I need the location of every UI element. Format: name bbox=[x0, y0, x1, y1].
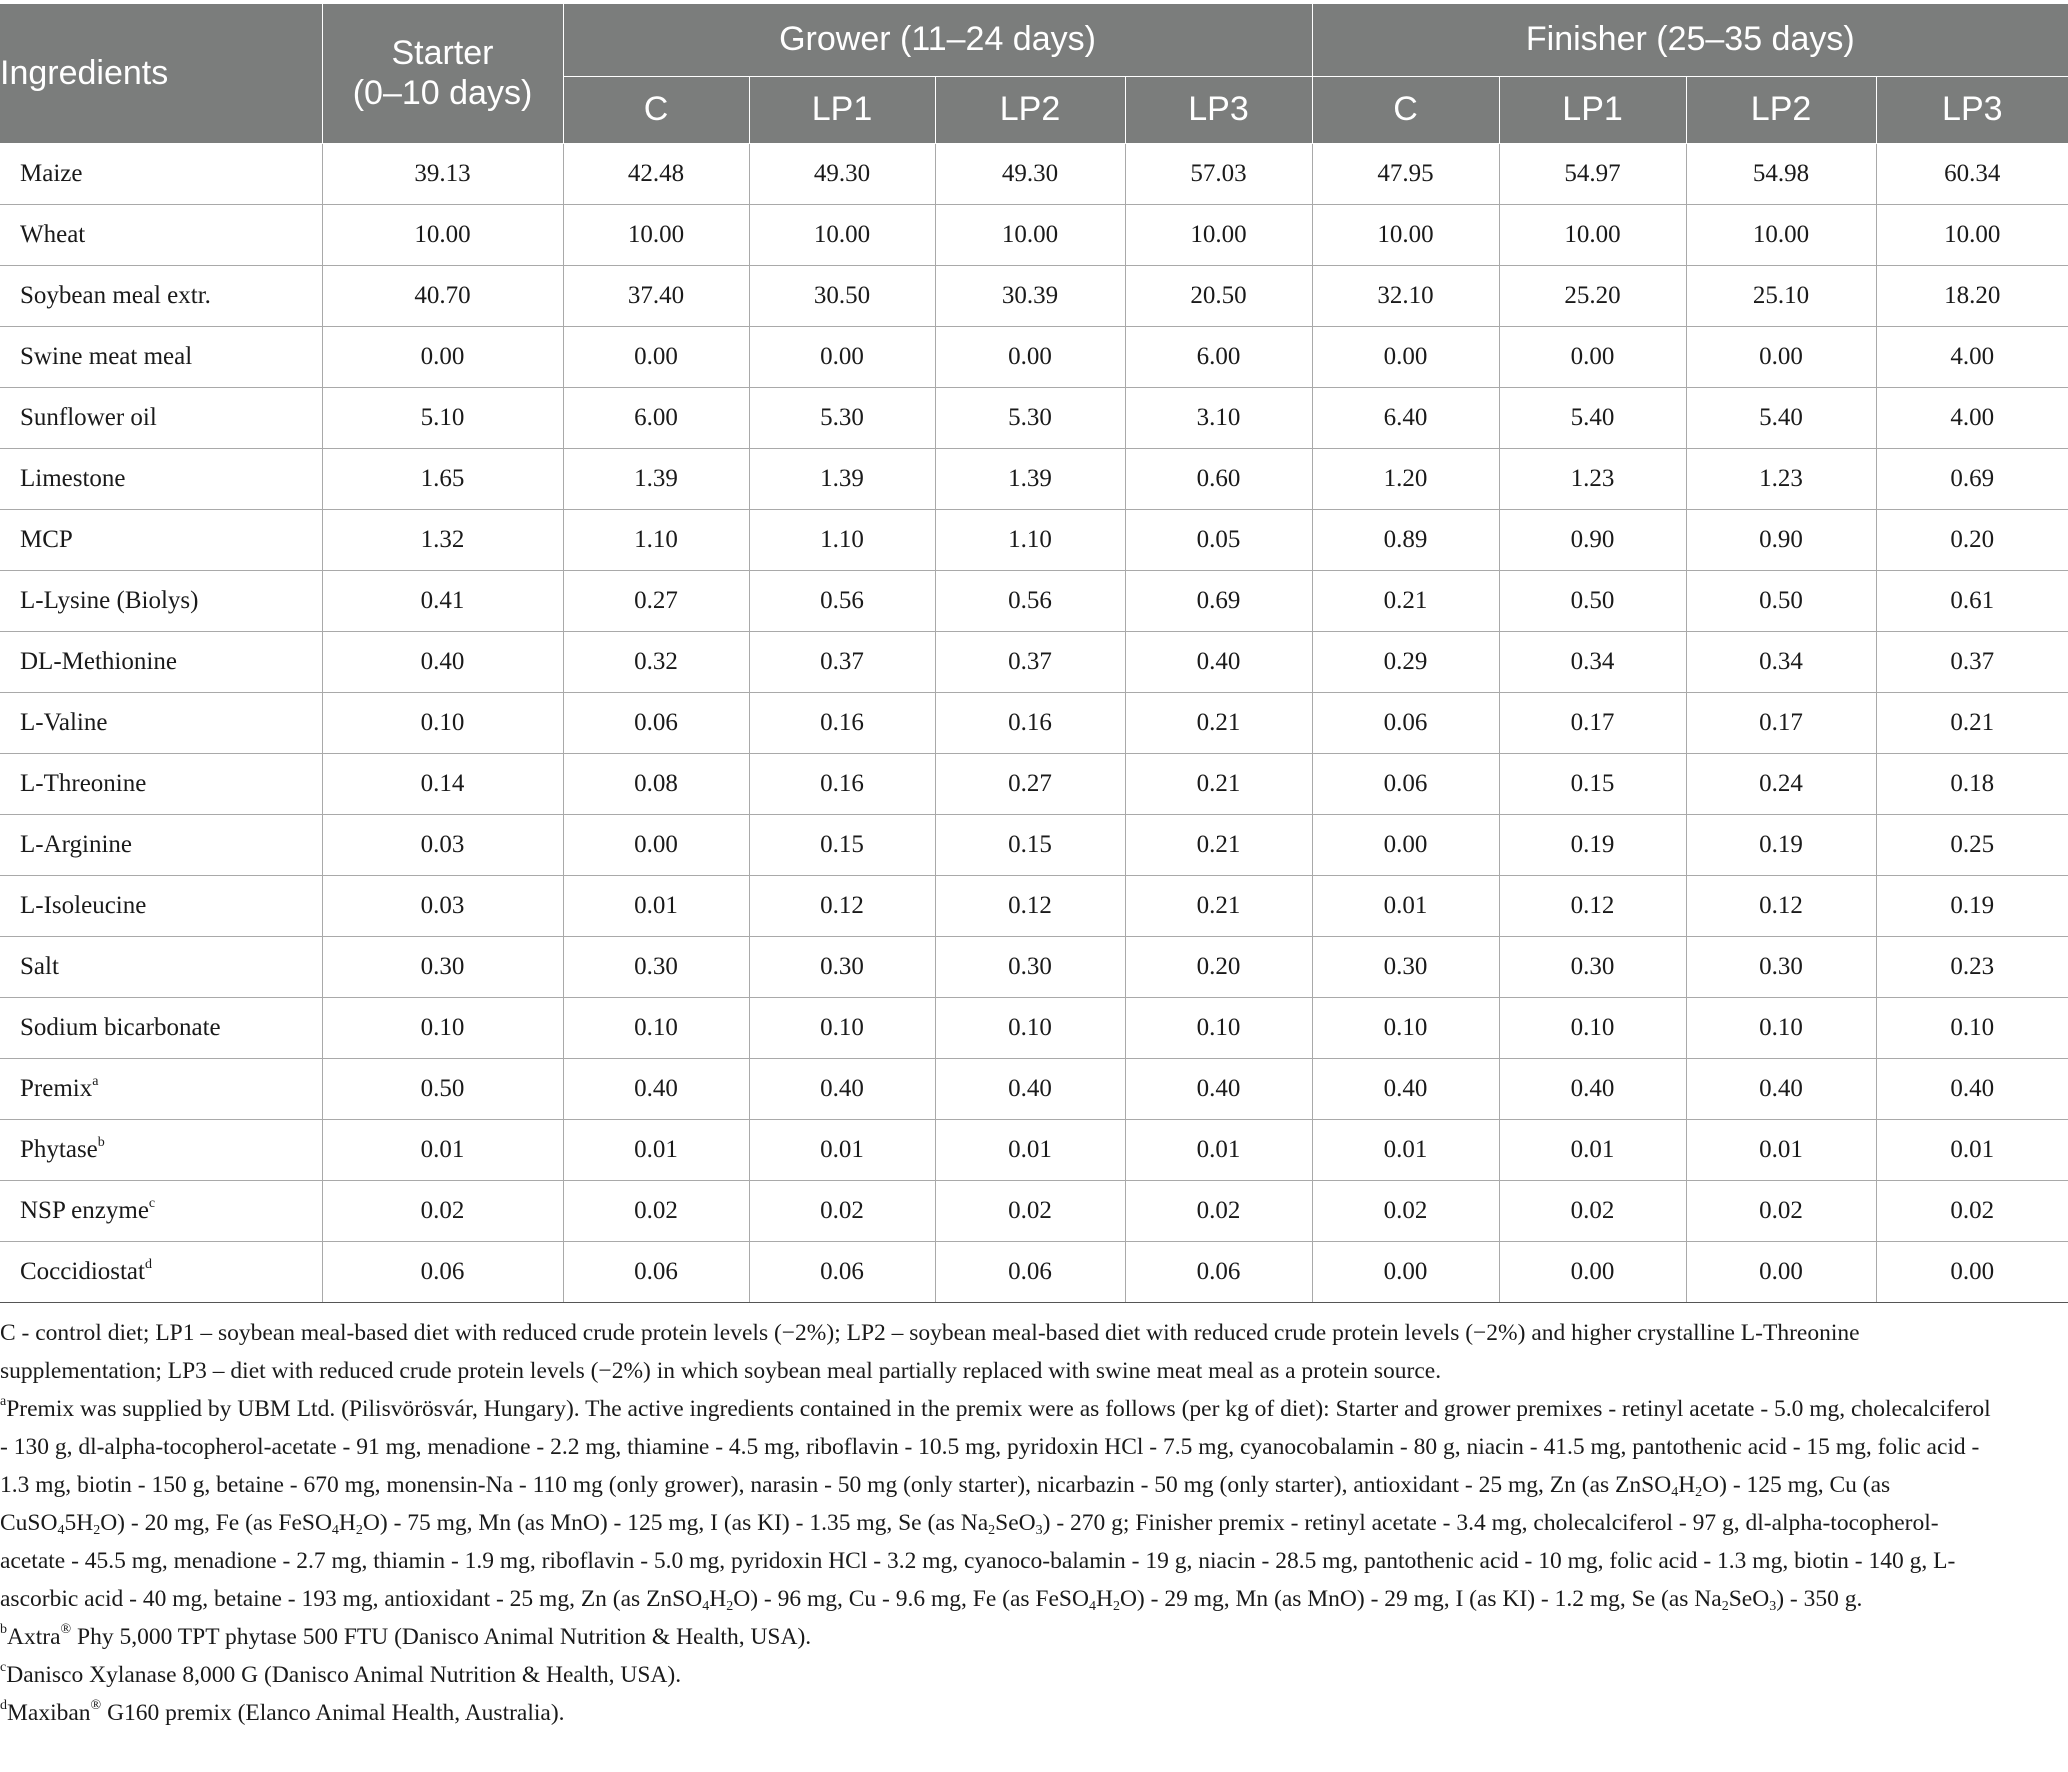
table-row bbox=[0, 388, 2068, 449]
value-cell: 39.13 bbox=[322, 144, 563, 205]
value-cell: 0.02 bbox=[322, 1181, 563, 1242]
value-cell: 0.40 bbox=[749, 1059, 935, 1120]
value-cell: 0.06 bbox=[1125, 1242, 1312, 1303]
value-cell: 49.30 bbox=[749, 144, 935, 205]
value-cell: 0.40 bbox=[1499, 1059, 1686, 1120]
value-cell: 0.61 bbox=[1876, 571, 2068, 632]
value-cell: 4.00 bbox=[1876, 327, 2068, 388]
value-cell: 3.10 bbox=[1125, 388, 1312, 449]
table-row bbox=[0, 266, 2068, 327]
value-cell: 0.10 bbox=[1312, 998, 1499, 1059]
value-cell: 0.12 bbox=[749, 876, 935, 937]
value-cell: 0.40 bbox=[322, 632, 563, 693]
table-row bbox=[0, 1242, 2068, 1303]
value-cell: 0.10 bbox=[322, 998, 563, 1059]
ingredient-name: Maize bbox=[20, 160, 83, 187]
value-cell: 10.00 bbox=[1499, 205, 1686, 266]
value-cell: 60.34 bbox=[1876, 144, 2068, 205]
footnote-phytase-text: Axtra® Phy 5,000 TPT phytase 500 FTU (Danisco Animal Nutrition & Health, USA). bbox=[7, 1622, 812, 1650]
value-cell: 0.34 bbox=[1686, 632, 1876, 693]
value-cell: 0.00 bbox=[1312, 815, 1499, 876]
table-row bbox=[0, 754, 2068, 815]
value-cell: 0.00 bbox=[1312, 327, 1499, 388]
footnote-mark: a bbox=[0, 1394, 7, 1409]
value-cell: 0.16 bbox=[749, 693, 935, 754]
value-cell: 0.15 bbox=[935, 815, 1125, 876]
value-cell: 0.60 bbox=[1125, 449, 1312, 510]
value-cell: 1.32 bbox=[322, 510, 563, 571]
value-cell: 0.06 bbox=[322, 1242, 563, 1303]
value-cell: 0.00 bbox=[322, 327, 563, 388]
table-row bbox=[0, 144, 2068, 205]
value-cell: 0.50 bbox=[1499, 571, 1686, 632]
ingredient-name: L-Threonine bbox=[20, 770, 147, 797]
value-cell: 10.00 bbox=[563, 205, 749, 266]
ingredient-name: Salt bbox=[20, 953, 59, 980]
value-cell: 0.02 bbox=[1876, 1181, 2068, 1242]
value-cell: 5.40 bbox=[1686, 388, 1876, 449]
value-cell: 0.10 bbox=[563, 998, 749, 1059]
header-ingredients: Ingredients bbox=[0, 4, 322, 144]
value-cell: 0.01 bbox=[935, 1120, 1125, 1181]
value-cell: 1.10 bbox=[935, 510, 1125, 571]
value-cell: 0.01 bbox=[322, 1120, 563, 1181]
value-cell: 0.30 bbox=[1312, 937, 1499, 998]
value-cell: 0.40 bbox=[1312, 1059, 1499, 1120]
value-cell: 0.21 bbox=[1312, 571, 1499, 632]
table-row bbox=[0, 1181, 2068, 1242]
value-cell: 54.97 bbox=[1499, 144, 1686, 205]
value-cell: 0.29 bbox=[1312, 632, 1499, 693]
value-cell: 0.06 bbox=[1312, 754, 1499, 815]
value-cell: 0.02 bbox=[563, 1181, 749, 1242]
value-cell: 0.16 bbox=[935, 693, 1125, 754]
ingredient-name-cell bbox=[0, 144, 322, 205]
value-cell: 5.40 bbox=[1499, 388, 1686, 449]
table-body bbox=[0, 144, 2068, 1303]
value-cell: 5.30 bbox=[749, 388, 935, 449]
value-cell: 0.40 bbox=[1686, 1059, 1876, 1120]
value-cell: 0.50 bbox=[1686, 571, 1876, 632]
ingredient-name: Coccidiostat bbox=[20, 1258, 145, 1285]
value-cell: 0.06 bbox=[935, 1242, 1125, 1303]
value-cell: 0.00 bbox=[749, 327, 935, 388]
value-cell: 0.10 bbox=[1125, 998, 1312, 1059]
ingredient-name: Wheat bbox=[20, 221, 86, 248]
ingredient-name: Sunflower oil bbox=[20, 404, 157, 431]
value-cell: 0.08 bbox=[563, 754, 749, 815]
value-cell: 0.12 bbox=[1499, 876, 1686, 937]
table-row bbox=[0, 632, 2068, 693]
ingredient-name-cell bbox=[0, 449, 322, 510]
ingredient-name: Sodium bicarbonate bbox=[20, 1014, 221, 1041]
ingredient-name: NSP enzyme bbox=[20, 1197, 149, 1224]
value-cell: 0.23 bbox=[1876, 937, 2068, 998]
value-cell: 0.56 bbox=[935, 571, 1125, 632]
value-cell: 0.00 bbox=[1499, 1242, 1686, 1303]
value-cell: 0.02 bbox=[1312, 1181, 1499, 1242]
value-cell: 1.39 bbox=[935, 449, 1125, 510]
footnote-mark: c bbox=[0, 1660, 7, 1675]
value-cell: 0.01 bbox=[1125, 1120, 1312, 1181]
header-starter-line1: Starter bbox=[391, 34, 494, 73]
value-cell: 0.40 bbox=[1125, 1059, 1312, 1120]
value-cell: 1.65 bbox=[322, 449, 563, 510]
value-cell: 0.25 bbox=[1876, 815, 2068, 876]
value-cell: 25.10 bbox=[1686, 266, 1876, 327]
value-cell: 0.02 bbox=[1499, 1181, 1686, 1242]
value-cell: 0.06 bbox=[563, 693, 749, 754]
subheader-cell: LP2 bbox=[1686, 77, 1876, 144]
value-cell: 6.40 bbox=[1312, 388, 1499, 449]
value-cell: 0.10 bbox=[1876, 998, 2068, 1059]
ingredient-name-cell bbox=[0, 937, 322, 998]
value-cell: 0.50 bbox=[322, 1059, 563, 1120]
value-cell: 4.00 bbox=[1876, 388, 2068, 449]
value-cell: 10.00 bbox=[1312, 205, 1499, 266]
value-cell: 30.50 bbox=[749, 266, 935, 327]
value-cell: 57.03 bbox=[1125, 144, 1312, 205]
value-cell: 40.70 bbox=[322, 266, 563, 327]
value-cell: 0.30 bbox=[563, 937, 749, 998]
ingredient-name: Phytase bbox=[20, 1136, 98, 1163]
value-cell: 0.40 bbox=[563, 1059, 749, 1120]
value-cell: 0.00 bbox=[563, 815, 749, 876]
diet-composition-table bbox=[0, 4, 2068, 1303]
footnote-marker: b bbox=[97, 1135, 105, 1150]
ingredient-name-cell bbox=[0, 205, 322, 266]
value-cell: 0.14 bbox=[322, 754, 563, 815]
value-cell: 25.20 bbox=[1499, 266, 1686, 327]
footnote-premix bbox=[0, 1390, 2000, 1618]
table-row bbox=[0, 1059, 2068, 1120]
table-row bbox=[0, 937, 2068, 998]
value-cell: 1.10 bbox=[749, 510, 935, 571]
value-cell: 0.30 bbox=[935, 937, 1125, 998]
value-cell: 0.90 bbox=[1499, 510, 1686, 571]
value-cell: 0.27 bbox=[563, 571, 749, 632]
value-cell: 30.39 bbox=[935, 266, 1125, 327]
value-cell: 0.21 bbox=[1125, 876, 1312, 937]
value-cell: 10.00 bbox=[322, 205, 563, 266]
value-cell: 0.17 bbox=[1499, 693, 1686, 754]
value-cell: 0.00 bbox=[563, 327, 749, 388]
table-row bbox=[0, 571, 2068, 632]
value-cell: 0.30 bbox=[1686, 937, 1876, 998]
value-cell: 0.12 bbox=[1686, 876, 1876, 937]
value-cell: 47.95 bbox=[1312, 144, 1499, 205]
value-cell: 0.02 bbox=[749, 1181, 935, 1242]
subheader-cell: C bbox=[1312, 77, 1499, 144]
value-cell: 6.00 bbox=[563, 388, 749, 449]
value-cell: 0.01 bbox=[749, 1120, 935, 1181]
subheader-cell: C bbox=[563, 77, 749, 144]
value-cell: 0.69 bbox=[1876, 449, 2068, 510]
value-cell: 0.01 bbox=[1499, 1120, 1686, 1181]
value-cell: 0.02 bbox=[1686, 1181, 1876, 1242]
value-cell: 0.21 bbox=[1876, 693, 2068, 754]
value-cell: 10.00 bbox=[935, 205, 1125, 266]
footnote-nsp bbox=[0, 1656, 2000, 1694]
value-cell: 0.19 bbox=[1876, 876, 2068, 937]
ingredient-name: L-Lysine (Biolys) bbox=[20, 587, 199, 614]
table-footnotes bbox=[0, 1314, 2000, 1732]
ingredient-name: L-Valine bbox=[20, 709, 108, 736]
subheader-cell: LP1 bbox=[749, 77, 935, 144]
value-cell: 10.00 bbox=[1125, 205, 1312, 266]
table-row bbox=[0, 998, 2068, 1059]
value-cell: 6.00 bbox=[1125, 327, 1312, 388]
value-cell: 0.03 bbox=[322, 876, 563, 937]
value-cell: 0.21 bbox=[1125, 815, 1312, 876]
ingredient-name-cell bbox=[0, 998, 322, 1059]
value-cell: 20.50 bbox=[1125, 266, 1312, 327]
value-cell: 5.30 bbox=[935, 388, 1125, 449]
value-cell: 1.10 bbox=[563, 510, 749, 571]
footnote-premix-text: Premix was supplied by UBM Ltd. (Pilisvörösvár, Hungary). The active ingredients contained in the premix were as follows (per kg of diet): Starter and grower premixes - retinyl acetate - 5.0 mg, cholecalciferol - 130 g, dl-alpha-tocopherol-acetate - 91 mg, menadione - 2.2 mg, thiamine - 4.5 mg, riboflavin - 10.5 mg, pyridoxin HCl - 7.5 mg, cyanocobalamin - 80 g, niacin - 41.5 mg, pantothenic acid - 15 mg, folic acid - 1.3 mg, biotin - 150 g, betaine - 670 mg, monensin-Na - 110 mg (only grower), narasin - 50 mg (only starter), nicarbazin - 50 mg (only starter), antioxidant - 25 mg, Zn (as $ZnSO_4H_2O) - 125$ mg, Cu (as $CuSO_45H_2O) - 20$ mg, Fe (as $FeSO_4H_2O) - 75$ mg, Mn (as MnO) - 125 mg, I (as KI) - 1.35 mg, Se (as $Na_2SeO_3) - 270$ g; Finisher premix - retinyl acetate - 3.4 mg, cholecalciferol - 97 g, dl-alpha-tocopherol-acetate - 45.5 mg, menadione - 2.7 mg, thiamin - 1.9 mg, riboflavin - 5.0 mg, pyridoxin HCl - 3.2 mg, cyanoco-balamin - 19 g, niacin - 28.5 mg, pantothenic acid - 10 mg, folic acid - 1.3 mg, biotin - 140 g, L-ascorbic acid - 40 mg, betaine - 193 mg, antioxidant - 25 mg, Zn (as $ZnSO_4H_2O) - 96$ mg, Cu - 9.6 mg, Fe (as $FeSO_4H_2O) - 29$ mg, Mn (as MnO) - 29 mg, I (as KI) - 1.2 mg, Se (as $Na_2SeO_3) - 350$ g. bbox=[0, 1396, 1991, 1614]
value-cell: 49.30 bbox=[935, 144, 1125, 205]
value-cell: 0.30 bbox=[322, 937, 563, 998]
ingredient-name: L-Isoleucine bbox=[20, 892, 147, 919]
value-cell: 0.00 bbox=[1312, 1242, 1499, 1303]
value-cell: 0.03 bbox=[322, 815, 563, 876]
value-cell: 0.02 bbox=[1125, 1181, 1312, 1242]
value-cell: 10.00 bbox=[749, 205, 935, 266]
value-cell: 0.32 bbox=[563, 632, 749, 693]
table-row bbox=[0, 449, 2068, 510]
value-cell: 0.01 bbox=[1876, 1120, 2068, 1181]
value-cell: 1.23 bbox=[1686, 449, 1876, 510]
table-row bbox=[0, 876, 2068, 937]
ingredient-name-cell bbox=[0, 510, 322, 571]
footnote-marker: c bbox=[148, 1196, 156, 1211]
footnote-mark: b bbox=[0, 1622, 7, 1637]
subheader-cell: LP3 bbox=[1876, 77, 2068, 144]
ingredient-name: Premix bbox=[20, 1075, 93, 1102]
value-cell: 0.15 bbox=[1499, 754, 1686, 815]
footnote-mark: d bbox=[0, 1698, 7, 1713]
value-cell: 0.00 bbox=[1686, 1242, 1876, 1303]
subheader-cell: LP1 bbox=[1499, 77, 1686, 144]
table-row bbox=[0, 693, 2068, 754]
value-cell: 0.90 bbox=[1686, 510, 1876, 571]
ingredient-name: L-Arginine bbox=[20, 831, 133, 858]
value-cell: 0.10 bbox=[1686, 998, 1876, 1059]
value-cell: 1.39 bbox=[749, 449, 935, 510]
value-cell: 0.06 bbox=[749, 1242, 935, 1303]
value-cell: 0.00 bbox=[935, 327, 1125, 388]
header-grower: Grower (11–24 days) bbox=[563, 4, 1312, 77]
value-cell: 0.06 bbox=[563, 1242, 749, 1303]
value-cell: 0.69 bbox=[1125, 571, 1312, 632]
ingredient-name-cell bbox=[0, 876, 322, 937]
ingredient-name-cell bbox=[0, 693, 322, 754]
ingredient-name-cell bbox=[0, 571, 322, 632]
ingredient-name: MCP bbox=[20, 526, 73, 553]
footnote-marker: d bbox=[144, 1257, 152, 1272]
value-cell: 18.20 bbox=[1876, 266, 2068, 327]
footnote-legend: C - control diet; LP1 – soybean meal-based diet with reduced crude protein levels (−2%); LP2 – soybean meal-based diet with reduced crude protein levels (−2%) and higher crystalline L-Threonine supplementation; LP3 – diet with reduced crude protein levels (−2%) in which soybean meal partially replaced with swine meat meal as a protein source. bbox=[0, 1320, 1860, 1384]
ingredient-name-cell bbox=[0, 754, 322, 815]
footnote-coccidiostat bbox=[0, 1694, 2000, 1732]
table-row bbox=[0, 327, 2068, 388]
value-cell: 10.00 bbox=[1876, 205, 2068, 266]
ingredient-name-cell bbox=[0, 266, 322, 327]
value-cell: 0.89 bbox=[1312, 510, 1499, 571]
value-cell: 0.56 bbox=[749, 571, 935, 632]
value-cell: 0.40 bbox=[1125, 632, 1312, 693]
value-cell: 0.02 bbox=[935, 1181, 1125, 1242]
ingredient-name-cell bbox=[0, 815, 322, 876]
ingredient-name-cell bbox=[0, 632, 322, 693]
value-cell: 0.17 bbox=[1686, 693, 1876, 754]
value-cell: 0.37 bbox=[749, 632, 935, 693]
value-cell: 0.01 bbox=[563, 876, 749, 937]
value-cell: 0.37 bbox=[935, 632, 1125, 693]
value-cell: 0.01 bbox=[1312, 1120, 1499, 1181]
value-cell: 0.24 bbox=[1686, 754, 1876, 815]
value-cell: 0.00 bbox=[1499, 327, 1686, 388]
value-cell: 0.06 bbox=[1312, 693, 1499, 754]
value-cell: 10.00 bbox=[1686, 205, 1876, 266]
ingredient-name-cell bbox=[0, 327, 322, 388]
table-row bbox=[0, 205, 2068, 266]
value-cell: 0.16 bbox=[749, 754, 935, 815]
value-cell: 0.40 bbox=[1876, 1059, 2068, 1120]
value-cell: 32.10 bbox=[1312, 266, 1499, 327]
header-finisher: Finisher (25–35 days) bbox=[1312, 4, 2068, 77]
value-cell: 0.01 bbox=[563, 1120, 749, 1181]
header-starter-line2: (0–10 days) bbox=[352, 73, 533, 112]
value-cell: 0.30 bbox=[1499, 937, 1686, 998]
value-cell: 0.20 bbox=[1876, 510, 2068, 571]
value-cell: 0.21 bbox=[1125, 754, 1312, 815]
ingredient-name: Limestone bbox=[20, 465, 126, 492]
value-cell: 0.19 bbox=[1686, 815, 1876, 876]
value-cell: 0.00 bbox=[1876, 1242, 2068, 1303]
value-cell: 54.98 bbox=[1686, 144, 1876, 205]
ingredient-name: Swine meat meal bbox=[20, 343, 193, 370]
header-starter bbox=[322, 4, 563, 144]
value-cell: 1.39 bbox=[563, 449, 749, 510]
value-cell: 0.10 bbox=[935, 998, 1125, 1059]
value-cell: 0.15 bbox=[749, 815, 935, 876]
value-cell: 0.10 bbox=[749, 998, 935, 1059]
value-cell: 0.34 bbox=[1499, 632, 1686, 693]
value-cell: 0.10 bbox=[322, 693, 563, 754]
subheader-cell: LP2 bbox=[935, 77, 1125, 144]
value-cell: 1.23 bbox=[1499, 449, 1686, 510]
footnote-marker: a bbox=[92, 1074, 99, 1089]
ingredient-name: DL-Methionine bbox=[20, 648, 177, 675]
value-cell: 0.10 bbox=[1499, 998, 1686, 1059]
ingredient-name-cell bbox=[0, 1242, 322, 1303]
footnote-coccidiostat-text: Maxiban® G160 premix (Elanco Animal Health, Australia). bbox=[7, 1698, 565, 1726]
ingredient-name-cell bbox=[0, 388, 322, 449]
value-cell: 5.10 bbox=[322, 388, 563, 449]
footnote-nsp-text: Danisco Xylanase 8,000 G (Danisco Animal Nutrition & Health, USA). bbox=[6, 1662, 682, 1688]
value-cell: 0.20 bbox=[1125, 937, 1312, 998]
table-row bbox=[0, 815, 2068, 876]
value-cell: 0.05 bbox=[1125, 510, 1312, 571]
ingredient-name: Soybean meal extr. bbox=[20, 282, 211, 309]
table-row bbox=[0, 1120, 2068, 1181]
value-cell: 0.30 bbox=[749, 937, 935, 998]
footnote-phytase bbox=[0, 1618, 2000, 1656]
value-cell: 0.27 bbox=[935, 754, 1125, 815]
value-cell: 0.19 bbox=[1499, 815, 1686, 876]
value-cell: 37.40 bbox=[563, 266, 749, 327]
value-cell: 0.18 bbox=[1876, 754, 2068, 815]
value-cell: 1.20 bbox=[1312, 449, 1499, 510]
subheader-cell: LP3 bbox=[1125, 77, 1312, 144]
value-cell: 0.12 bbox=[935, 876, 1125, 937]
value-cell: 0.21 bbox=[1125, 693, 1312, 754]
table-row bbox=[0, 510, 2068, 571]
value-cell: 0.00 bbox=[1686, 327, 1876, 388]
value-cell: 0.41 bbox=[322, 571, 563, 632]
value-cell: 0.01 bbox=[1686, 1120, 1876, 1181]
value-cell: 0.37 bbox=[1876, 632, 2068, 693]
ingredient-name-cell bbox=[0, 1120, 322, 1181]
ingredient-name-cell bbox=[0, 1181, 322, 1242]
value-cell: 0.40 bbox=[935, 1059, 1125, 1120]
value-cell: 0.01 bbox=[1312, 876, 1499, 937]
ingredient-name-cell bbox=[0, 1059, 322, 1120]
value-cell: 42.48 bbox=[563, 144, 749, 205]
